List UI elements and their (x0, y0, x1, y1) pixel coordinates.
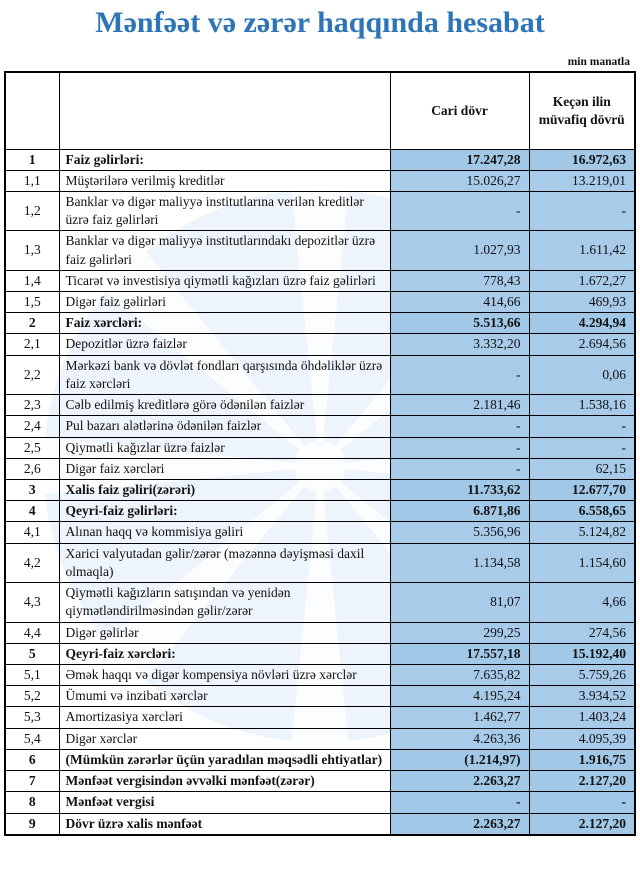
current-period-value: 81,07 (390, 583, 529, 622)
header-row-number (5, 72, 59, 149)
table-row (5, 664, 635, 685)
row-number: 4,3 (5, 583, 59, 622)
row-number: 7 (5, 771, 59, 792)
current-period-value: 11.733,62 (390, 480, 529, 501)
row-number: 5,3 (5, 707, 59, 728)
previous-period-value: 62,15 (529, 458, 635, 479)
current-period-value: 1.462,77 (390, 707, 529, 728)
previous-period-value: 6.558,65 (529, 501, 635, 522)
current-period-value: - (390, 458, 529, 479)
table-row (5, 458, 635, 479)
table-row (5, 749, 635, 770)
current-period-value: 1.027,93 (390, 231, 529, 270)
row-label: Mərkəzi bank və dövlət fondları qarşısında öhdəliklər üzrə faiz xərcləri (59, 355, 390, 394)
row-number: 2,2 (5, 355, 59, 394)
row-number: 2 (5, 313, 59, 334)
table-row (5, 313, 635, 334)
row-number: 2,3 (5, 395, 59, 416)
row-label: Banklar və digər maliyyə institutlarına verilən kreditlər üzrə faiz gəlirləri (59, 191, 390, 230)
row-label: Depozitlər üzrə faizlər (59, 334, 390, 355)
row-number: 2,6 (5, 458, 59, 479)
current-period-value: 778,43 (390, 270, 529, 291)
previous-period-value: 1.672,27 (529, 270, 635, 291)
row-number: 9 (5, 813, 59, 835)
current-period-value: 15.026,27 (390, 170, 529, 191)
row-label: Amortizasiya xərcləri (59, 707, 390, 728)
table-row (5, 437, 635, 458)
row-number: 4,4 (5, 622, 59, 643)
previous-period-value: - (529, 437, 635, 458)
row-label: Pul bazarı alətlərinə ödənilən faizlər (59, 416, 390, 437)
current-period-value: 5.356,96 (390, 522, 529, 543)
previous-period-value: 5.759,26 (529, 664, 635, 685)
current-period-value: 4.263,36 (390, 728, 529, 749)
row-number: 4 (5, 501, 59, 522)
previous-period-value: - (529, 416, 635, 437)
row-number: 1,5 (5, 292, 59, 313)
table-row (5, 292, 635, 313)
previous-period-value: 13.219,01 (529, 170, 635, 191)
row-label: Digər gəlirlər (59, 622, 390, 643)
row-label: Müştərilərə verilmiş kreditlər (59, 170, 390, 191)
table-row (5, 792, 635, 813)
current-period-value: 2.181,46 (390, 395, 529, 416)
table-header-row (5, 72, 635, 149)
row-number: 1,1 (5, 170, 59, 191)
page-title: Mənfəət və zərər haqqında hesabat (95, 6, 545, 39)
header-previous-period: Keçən ilin müvafiq dövrü (529, 72, 635, 149)
header-indicator (59, 72, 390, 149)
table-row (5, 686, 635, 707)
previous-period-value: 15.192,40 (529, 643, 635, 664)
current-period-value: 17.247,28 (390, 149, 529, 170)
current-period-value: 17.557,18 (390, 643, 529, 664)
row-label: Ümumi və inzibati xərclər (59, 686, 390, 707)
current-period-value: - (390, 792, 529, 813)
current-period-value: - (390, 416, 529, 437)
previous-period-value: 1.611,42 (529, 231, 635, 270)
current-period-value: 2.263,27 (390, 813, 529, 835)
row-number: 1,4 (5, 270, 59, 291)
header-current-period: Cari dövr (390, 72, 529, 149)
row-label: Alınan haqq və kommisiya gəliri (59, 522, 390, 543)
table-row (5, 543, 635, 582)
row-label: Qiymətli kağızlar üzrə faizlər (59, 437, 390, 458)
previous-period-value: 2.694,56 (529, 334, 635, 355)
previous-period-value: 1.916,75 (529, 749, 635, 770)
current-period-value: 5.513,66 (390, 313, 529, 334)
previous-period-value: 5.124,82 (529, 522, 635, 543)
unit-note: min manatla (567, 56, 630, 68)
row-number: 5,1 (5, 664, 59, 685)
row-label: Faiz gəlirləri: (59, 149, 390, 170)
previous-period-value: 0,06 (529, 355, 635, 394)
row-label: Xarici valyutadan gəlir/zərər (məzənnə dəyişməsi daxil olmaqla) (59, 543, 390, 582)
current-period-value: - (390, 355, 529, 394)
current-period-value: 1.134,58 (390, 543, 529, 582)
row-number: 1 (5, 149, 59, 170)
previous-period-value: 16.972,63 (529, 149, 635, 170)
row-label: Dövr üzrə xalis mənfəət (59, 813, 390, 835)
row-number: 5,2 (5, 686, 59, 707)
current-period-value: 4.195,24 (390, 686, 529, 707)
previous-period-value: 2.127,20 (529, 771, 635, 792)
previous-period-value: 4.294,94 (529, 313, 635, 334)
table-row (5, 707, 635, 728)
row-number: 5,4 (5, 728, 59, 749)
row-label: Digər xərclər (59, 728, 390, 749)
table-row (5, 231, 635, 270)
current-period-value: 299,25 (390, 622, 529, 643)
row-number: 2,5 (5, 437, 59, 458)
row-label: Mənfəət vergisi (59, 792, 390, 813)
current-period-value: 7.635,82 (390, 664, 529, 685)
row-number: 2,1 (5, 334, 59, 355)
current-period-value: - (390, 437, 529, 458)
table-row (5, 622, 635, 643)
row-number: 6 (5, 749, 59, 770)
row-number: 2,4 (5, 416, 59, 437)
profit-loss-table (4, 71, 636, 836)
row-label: Xalis faiz gəliri(zərəri) (59, 480, 390, 501)
table-row (5, 191, 635, 230)
row-label: Qeyri-faiz xərcləri: (59, 643, 390, 664)
current-period-value: (1.214,97) (390, 749, 529, 770)
current-period-value: 414,66 (390, 292, 529, 313)
previous-period-value: 4,66 (529, 583, 635, 622)
table-row (5, 395, 635, 416)
row-number: 1,3 (5, 231, 59, 270)
previous-period-value: - (529, 792, 635, 813)
table-row (5, 480, 635, 501)
row-number: 8 (5, 792, 59, 813)
row-number: 1,2 (5, 191, 59, 230)
previous-period-value: 1.154,60 (529, 543, 635, 582)
row-label: Faiz xərcləri: (59, 313, 390, 334)
row-number: 3 (5, 480, 59, 501)
table-row (5, 813, 635, 835)
previous-period-value: 12.677,70 (529, 480, 635, 501)
table-row (5, 416, 635, 437)
previous-period-value: 1.403,24 (529, 707, 635, 728)
row-label: Digər faiz gəlirləri (59, 292, 390, 313)
table-row (5, 334, 635, 355)
table-row (5, 270, 635, 291)
table-row (5, 501, 635, 522)
table-row (5, 522, 635, 543)
previous-period-value: 274,56 (529, 622, 635, 643)
current-period-value: 2.263,27 (390, 771, 529, 792)
row-label: Cəlb edilmiş kreditlərə görə ödənilən faizlər (59, 395, 390, 416)
table-body (5, 149, 635, 835)
table-row (5, 643, 635, 664)
row-label: Ticarət və investisiya qiymətli kağızları üzrə faiz gəlirləri (59, 270, 390, 291)
previous-period-value: 469,93 (529, 292, 635, 313)
current-period-value: 3.332,20 (390, 334, 529, 355)
row-label: (Mümkün zərərlər üçün yaradılan məqsədli ehtiyatlar) (59, 749, 390, 770)
table-row (5, 771, 635, 792)
table-row (5, 583, 635, 622)
current-period-value: 6.871,86 (390, 501, 529, 522)
current-period-value: - (390, 191, 529, 230)
row-number: 4,1 (5, 522, 59, 543)
previous-period-value: 2.127,20 (529, 813, 635, 835)
row-number: 4,2 (5, 543, 59, 582)
table-row (5, 355, 635, 394)
table-row (5, 728, 635, 749)
table-row (5, 170, 635, 191)
row-label: Əmək haqqı və digər kompensiya növləri üzrə xərclər (59, 664, 390, 685)
previous-period-value: - (529, 191, 635, 230)
row-label: Mənfəət vergisindən əvvəlki mənfəət(zərər) (59, 771, 390, 792)
table-row (5, 149, 635, 170)
row-label: Banklar və digər maliyyə institutlarındakı depozitlər üzrə faiz gəlirləri (59, 231, 390, 270)
row-label: Qeyri-faiz gəlirləri: (59, 501, 390, 522)
previous-period-value: 4.095,39 (529, 728, 635, 749)
row-number: 5 (5, 643, 59, 664)
row-label: Qiymətli kağızların satışından və yenidən qiymətləndirilməsindən gəlir/zərər (59, 583, 390, 622)
previous-period-value: 3.934,52 (529, 686, 635, 707)
previous-period-value: 1.538,16 (529, 395, 635, 416)
row-label: Digər faiz xərcləri (59, 458, 390, 479)
